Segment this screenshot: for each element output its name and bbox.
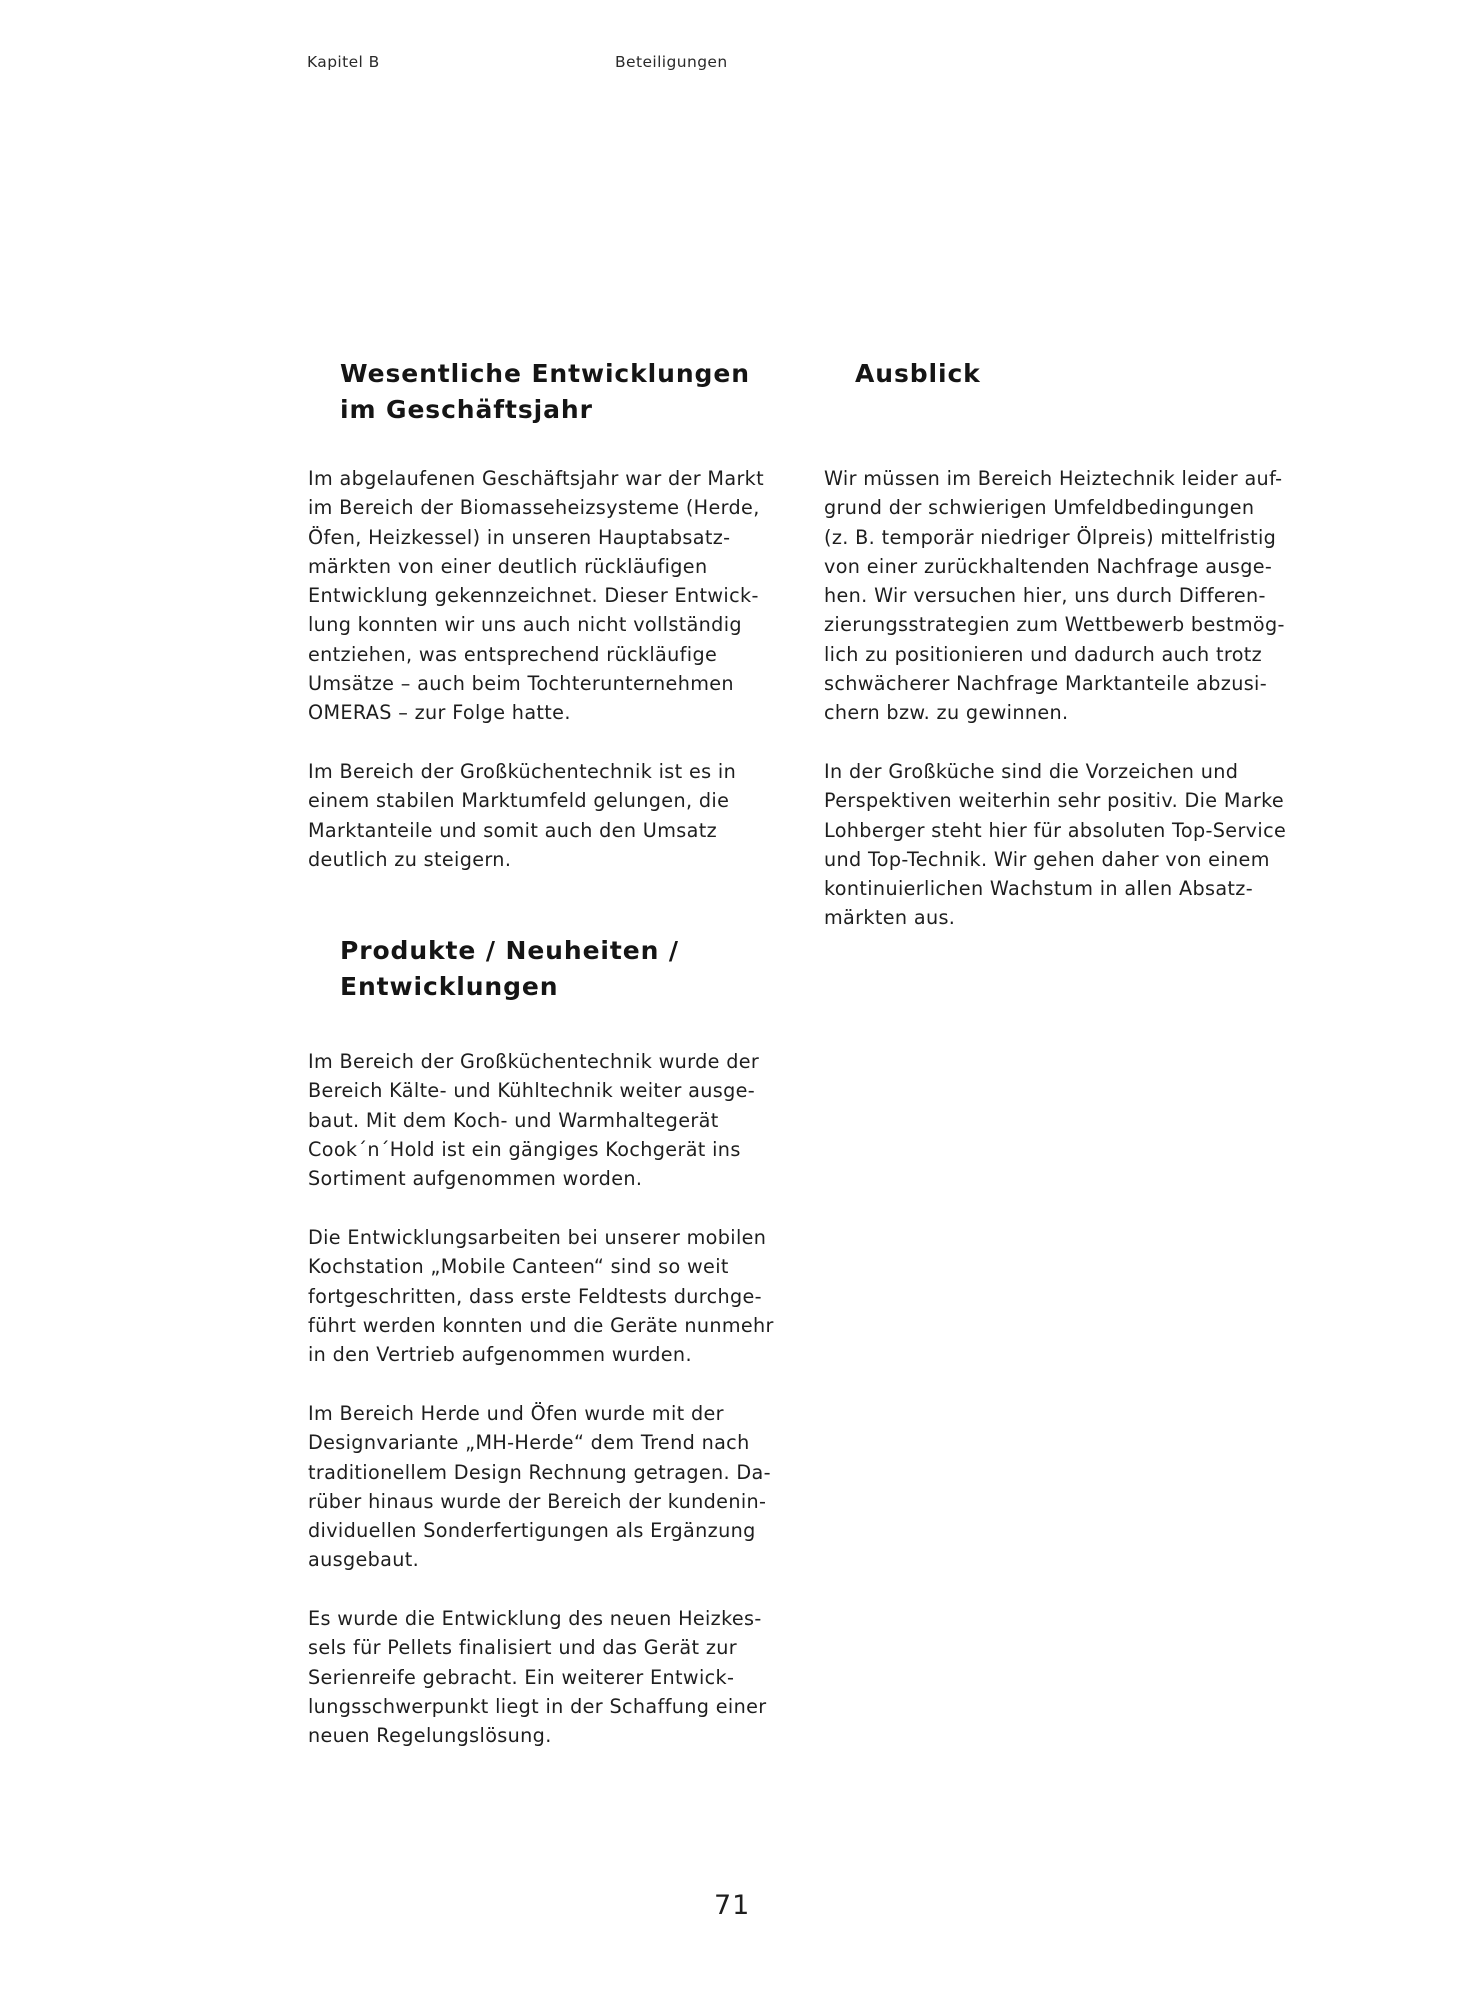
text-line: Kochstation „Mobile Canteen“ sind so weit (308, 1255, 729, 1279)
text-line: traditionellem Design Rechnung getragen. Da- (308, 1460, 771, 1484)
text-line: zierungsstrategien zum Wettbewerb bestmög- (824, 613, 1285, 637)
text-line: lungsschwerpunkt liegt in der Schaffung einer (308, 1694, 767, 1718)
paragraph-mobile-canteen (308, 1223, 774, 1369)
page-number: 71 (714, 1890, 751, 1921)
text-line: lich zu positionieren und dadurch auch trotz (824, 642, 1263, 666)
heading-produkte-neuheiten (340, 933, 679, 1005)
text-line: Im abgelaufenen Geschäftsjahr war der Markt (308, 467, 765, 490)
text-line: und Top-Technik. Wir gehen daher von einem (824, 847, 1270, 871)
text-line: sels für Pellets finalisiert und das Gerät zur (308, 1636, 738, 1660)
text-line: grund der schwierigen Umfeldbedingungen (824, 496, 1255, 520)
paragraph-herde-oefen (308, 1399, 771, 1575)
text-line: Perspektiven weiterhin sehr positiv. Die Marke (824, 789, 1285, 813)
heading-ausblick (855, 356, 981, 392)
text-line: entziehen, was entsprechend rückläufige (308, 642, 718, 666)
text-line: in den Vertrieb aufgenommen wurden. (308, 1343, 692, 1367)
text-line: (z. B. temporär niedriger Ölpreis) mittelfristig (824, 525, 1277, 549)
text-line: hen. Wir versuchen hier, uns durch Differen- (824, 584, 1266, 608)
text-line: Die Entwicklungsarbeiten bei unserer mobilen (308, 1226, 767, 1249)
text-line: Im Bereich der Großküchentechnik ist es in (308, 760, 737, 783)
heading-line: Wesentliche Entwicklungen (340, 359, 750, 388)
text-line: Bereich Kälte- und Kühltechnik weiter ausge- (308, 1079, 756, 1103)
text-line: dividuellen Sonderfertigungen als Ergänzung (308, 1519, 756, 1543)
text-line: märkten aus. (824, 906, 956, 930)
text-line: Designvariante „MH-Herde“ dem Trend nach (308, 1431, 750, 1455)
text-line: kontinuierlichen Wachstum in allen Absatz- (824, 877, 1254, 901)
paragraph-kaelte-kuehltechnik (308, 1047, 759, 1193)
text-line: fortgeschritten, dass erste Feldtests durchge- (308, 1284, 762, 1308)
text-line: von einer zurückhaltenden Nachfrage ausge- (824, 554, 1273, 578)
paragraph-markt-biomasse (308, 464, 764, 728)
text-line: chern bzw. zu gewinnen. (824, 701, 1069, 725)
heading-line: Entwicklungen (340, 972, 559, 1001)
text-line: führt werden konnten und die Geräte nunmehr (308, 1313, 774, 1337)
running-head-chapter: Kapitel B (307, 53, 380, 71)
paragraph-grosskueche-ausblick (824, 757, 1286, 933)
paragraph-heiztechnik-ausblick (824, 464, 1285, 728)
text-line: Wir müssen im Bereich Heiztechnik leider auf- (824, 467, 1283, 490)
running-head-section: Beteiligungen (615, 53, 728, 71)
text-line: baut. Mit dem Koch- und Warmhaltegerät (308, 1108, 719, 1132)
text-line: neuen Regelungslösung. (308, 1724, 552, 1748)
text-line: märkten von einer deutlich rückläufigen (308, 554, 708, 578)
text-line: Marktanteile und somit auch den Umsatz (308, 818, 717, 842)
heading-wesentliche-entwicklungen (340, 356, 750, 428)
paragraph-heizkessel-pellets (308, 1604, 767, 1750)
text-line: OMERAS – zur Folge hatte. (308, 701, 571, 725)
text-line: Sortiment aufgenommen worden. (308, 1167, 643, 1191)
text-line: Cook´n´Hold ist ein gängiges Kochgerät ins (308, 1137, 741, 1161)
text-line: Öfen, Heizkessel) in unseren Hauptabsatz- (308, 525, 731, 549)
text-line: Serienreife gebracht. Ein weiterer Entwick- (308, 1665, 735, 1689)
text-line: Im Bereich Herde und Öfen wurde mit der (308, 1402, 724, 1425)
paragraph-grosskuechentechnik-umsatz (308, 757, 736, 874)
text-line: Im Bereich der Großküchentechnik wurde der (308, 1050, 760, 1073)
text-line: Lohberger steht hier für absoluten Top-Service (824, 818, 1287, 842)
text-line: lung konnten wir uns auch nicht vollständig (308, 613, 742, 637)
heading-line: im Geschäftsjahr (340, 395, 593, 424)
text-line: Es wurde die Entwicklung des neuen Heizkes- (308, 1607, 762, 1630)
text-line: im Bereich der Biomasseheizsysteme (Herde, (308, 496, 760, 520)
text-line: ausgebaut. (308, 1548, 420, 1572)
text-line: einem stabilen Marktumfeld gelungen, die (308, 789, 730, 813)
text-line: Umsätze – auch beim Tochterunternehmen (308, 672, 734, 696)
text-line: deutlich zu steigern. (308, 847, 512, 871)
text-line: schwächerer Nachfrage Marktanteile abzusi- (824, 672, 1268, 696)
text-line: In der Großküche sind die Vorzeichen und (824, 760, 1239, 783)
heading-line: Ausblick (855, 359, 981, 388)
text-line: rüber hinaus wurde der Bereich der kundenin- (308, 1489, 767, 1513)
text-line: Entwicklung gekennzeichnet. Dieser Entwick- (308, 584, 759, 608)
heading-line: Produkte / Neuheiten / (340, 936, 679, 965)
